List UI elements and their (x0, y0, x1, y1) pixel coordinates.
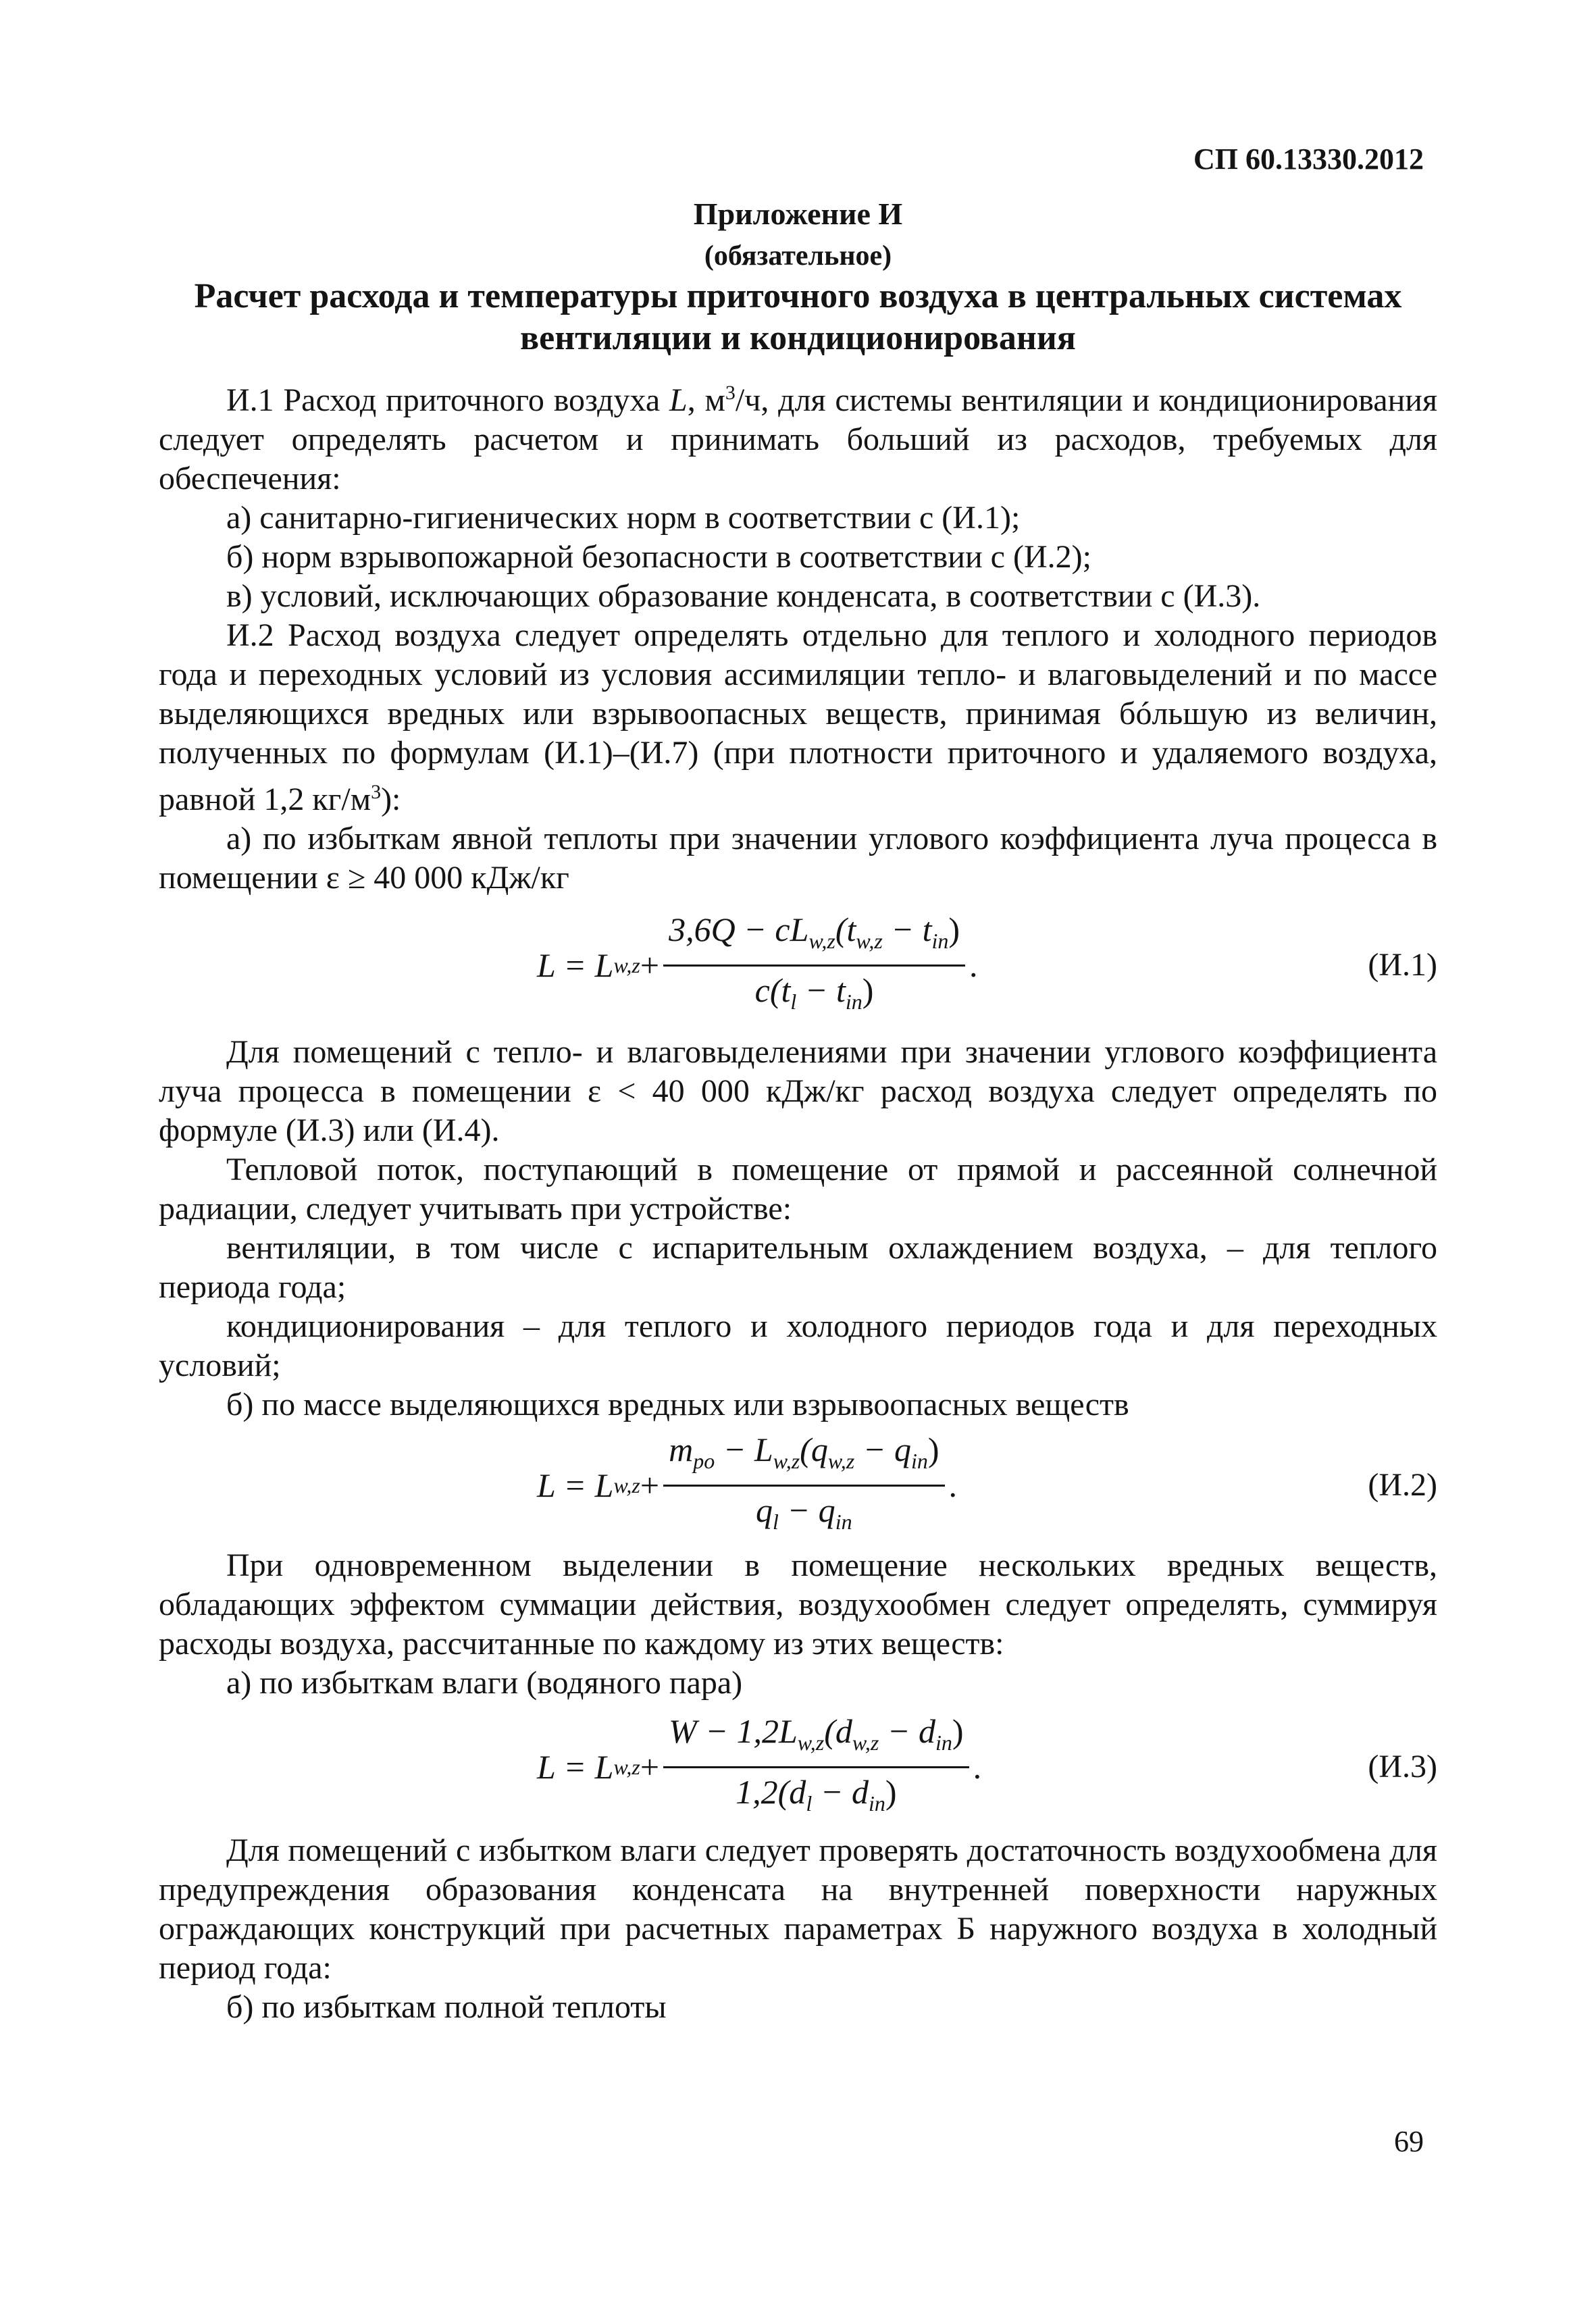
paragraph-4: Тепловой поток, поступающий в помещение от прямой и рассеянной солнечной радиации, следует учитывать при устройстве: (159, 1152, 1437, 1227)
body-text (159, 374, 1437, 2027)
paragraph-2: И.2 Расход воздуха следует определять отдельно для теплого и холодного периодов года и переходных условий из условия ассимиляции тепло- и влаговыделений и по массе выделяющихся вредных или взрывоопасных веществ, принимая бóльшую из величин, полученных по формулам (И.1)–(И.7) (при плотности приточного и удаляемого воздуха, равной 1,2 $кг/м^3$): (159, 617, 1437, 817)
formula-i3-expression: L = L w,z + $\frac{W - 1,2L_{w,z}(d_{w,z} - d_{in})}{1,2(d_l - d_{in})}$ . (537, 1703, 981, 1831)
formula-i2-number: (И.2) (1368, 1467, 1437, 1503)
paragraph-3: Для помещений с тепло- и влаговыделениями при значении углового коэффициента луча процесса в помещении ε < 40 000 кДж/кг расход воздуха следует определять по формуле (И.3) или (И.4). (159, 1034, 1437, 1148)
page-number: 69 (1394, 2125, 1424, 2158)
paragraph-6: кондиционирования – для теплого и холодного периодов года и для переходных условий; (159, 1308, 1437, 1383)
item-a-sensible-heat: а) по избыткам явной теплоты при значении углового коэффициента луча процесса в помещении ε ≥ 40 000 кДж/кг (159, 821, 1437, 896)
formula-i3-fraction: $\frac{W - 1,2L_{w,z}(d_{w,z} - d_{in})}{1,2(d_l - d_{in})}$ (663, 1712, 969, 1823)
section-heading: Расчет расхода и температуры приточного воздуха в центральных системах вентиляции и кондиционирования (194, 277, 1402, 357)
appendix-title: Приложение И (693, 197, 903, 231)
item-b-harmful-substances: б) по массе выделяющихся вредных или взрывоопасных веществ (226, 1387, 1129, 1422)
document-code: СП 60.13330.2012 (1193, 143, 1424, 176)
formula-i3 (159, 1703, 1437, 1831)
list-item-a: а) санитарно-гигиенических норм в соответствии с (И.1); (226, 500, 1021, 536)
formula-i3-number: (И.3) (1368, 1749, 1437, 1784)
formula-i2-fraction: $\frac{m_{po} - L_{w,z}(q_{w,z} - q_{in})}{q_l - q_{in}}$ (663, 1430, 944, 1541)
paragraph-1: И.1 Расход приточного воздуха L, $м^3/ч$, для системы вентиляции и кондиционирования следует определять расчетом и принимать больший из расходов, требуемых для обеспечения: (159, 382, 1438, 496)
appendix-status: (обязательное) (704, 240, 892, 272)
paragraph-8: Для помещений с избытком влаги следует проверять достаточность воздухообмена для предупреждения образования конденсата на внутренней поверхности наружных ограждающих конструкций при расчетных параметрах Б наружного воздуха в холодный период года: (159, 1832, 1437, 1986)
formula-i1-number: (И.1) (1368, 947, 1437, 983)
list-item-c: в) условий, исключающих образование конденсата, в соответствии с (И.3). (226, 578, 1261, 614)
item-b-total-heat: б) по избыткам полной теплоты (226, 1989, 667, 2025)
formula-i2-expression: L = L w,z + $\frac{m_{po} - L_{w,z}(q_{w,z} - q_{in})}{q_l - q_{in}}$ . (537, 1424, 957, 1546)
list-item-b: б) норм взрывопожарной безопасности в соответствии с (И.2); (226, 539, 1091, 575)
item-a-moisture: а) по избыткам влаги (водяного пара) (226, 1665, 743, 1701)
paragraph-5: вентиляции, в том числе с испарительным охлаждением воздуха, – для теплого периода года; (159, 1230, 1437, 1305)
paragraph-7: При одновременном выделении в помещение нескольких вредных веществ, обладающих эффектом суммации действия, воздухообмен следует определять, суммируя расходы воздуха, рассчитанные по каждому из этих веществ: (159, 1547, 1437, 1662)
formula-i1-fraction: $\frac{3,6Q - cL_{w,z}(t_{w,z} - t_{in})}{c(t_l - t_{in})}$ (663, 910, 965, 1021)
formula-i2 (159, 1424, 1437, 1546)
formula-i1 (159, 898, 1437, 1033)
formula-i1-expression: L = L w,z + $\frac{3,6Q - cL_{w,z}(t_{w,z} - t_{in})}{c(t_l - t_{in})}$ . (537, 898, 978, 1033)
